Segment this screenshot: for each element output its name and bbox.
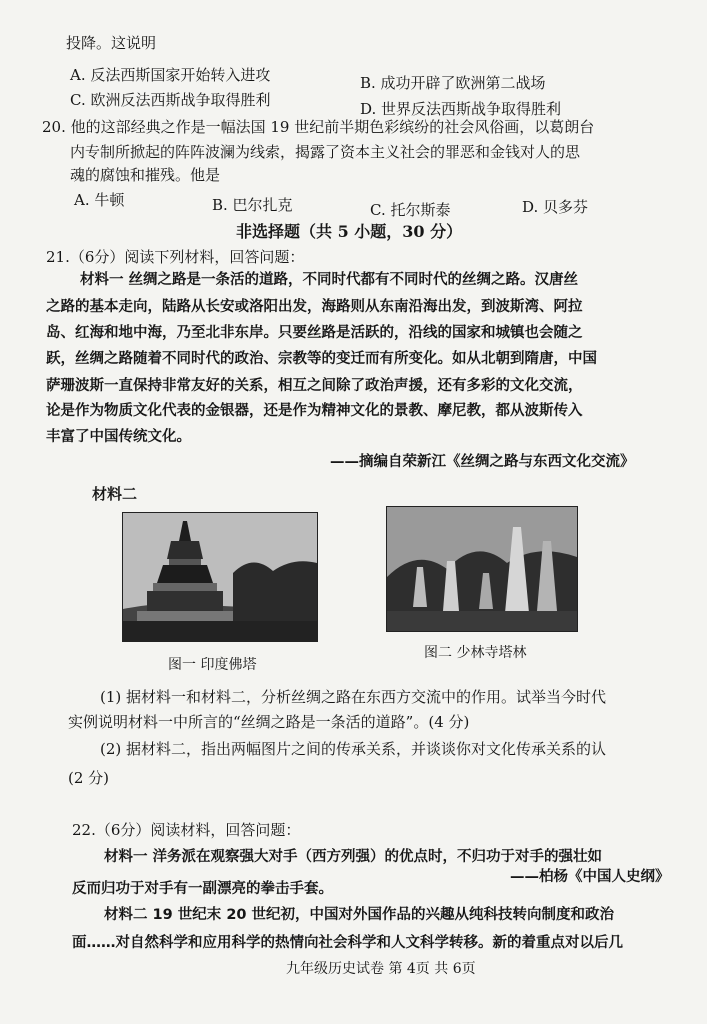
q20-option-d: D. 贝多芬 (522, 198, 589, 216)
q19-option-b: B. 成功开辟了欧洲第二战场 (360, 74, 546, 92)
q22-material1-line-2: 反而归功于对手有一副漂亮的拳击手套。 (72, 881, 333, 897)
figure-2-caption: 图二 少林寺塔林 (424, 645, 527, 661)
q21-material1-line-3: 岛、红海和地中海，乃至北非东岸。只要丝路是活跃的，沿线的国家和城镇也会随之 (46, 325, 583, 341)
q19-tail: 投降。这说明 (66, 34, 157, 52)
q22-material2-line-1: 材料二 19 世纪末 20 世纪初，中国对外国作品的兴趣从纯科技转向制度和政治 (104, 907, 615, 923)
section-title: 非选择题（共 5 小题，30 分） (236, 222, 463, 241)
pagoda-illustration (123, 513, 317, 641)
q21-material1-line-2: 之路的基本走向，陆路从长安或洛阳出发，海路则从东南沿海出发，到波斯湾、阿拉 (46, 299, 583, 315)
q21-material2-label: 材料二 (92, 485, 138, 503)
q21-sub2-line-1: (2) 据材料二，指出两幅图片之间的传承关系，并谈谈你对文化传承关系的认 (100, 740, 607, 758)
figure-2-shaolin-pagoda-forest (386, 506, 578, 632)
q19-option-a: A. 反法西斯国家开始转入进攻 (70, 66, 271, 84)
q21-material1-line-4: 跃，丝绸之路随着不同时代的政治、宗教等的变迁而有所变化。如从北朝到隋唐，中国 (46, 351, 597, 367)
q21-material1-line-7: 丰富了中国传统文化。 (46, 429, 191, 445)
q20-option-a: A. 牛顿 (74, 191, 125, 209)
q21-material1-line-6: 论是作为物质文化代表的金银器，还是作为精神文化的景教、摩尼教，都从波斯传入 (46, 403, 583, 419)
figure-1-india-pagoda (122, 512, 318, 642)
page-footer: 九年级历史试卷 第 4页 共 6页 (286, 961, 476, 977)
q22-material2-line-2: 面……对自然科学和应用科学的热情向社会科学和人文科学转移。新的着重点对以后几 (72, 935, 623, 951)
q22-material1-source: ——柏杨《中国人史纲》 (510, 869, 670, 885)
figure-1-caption: 图一 印度佛塔 (168, 657, 257, 673)
q21-stem: 21.（6分）阅读下列材料，回答问题： (46, 248, 305, 266)
q21-sub1-line-1: (1) 据材料一和材料二，分析丝绸之路在东西方交流中的作用。试举当今时代 (100, 688, 607, 706)
q22-material1-line-1: 材料一 洋务派在观察强大对手（西方列强）的优点时，不归功于对手的强壮如 (104, 849, 603, 865)
pagoda-forest-illustration (387, 507, 577, 631)
q19-option-c: C. 欧洲反法西斯战争取得胜利 (70, 91, 271, 109)
q20-line-1: 20. 他的这部经典之作是一幅法国 19 世纪前半期色彩缤纷的社会风俗画，以葛朗台 (42, 118, 595, 136)
q20-option-b: B. 巴尔扎克 (212, 196, 293, 214)
q20-line-3: 魂的腐蚀和摧残。他是 (70, 166, 221, 184)
q21-material1-line-1: 材料一 丝绸之路是一条活的道路，不同时代都有不同时代的丝绸之路。汉唐丝 (80, 272, 579, 288)
q21-sub2-line-2: (2 分) (68, 769, 110, 787)
q20-line-2: 内专制所掀起的阵阵波澜为线索，揭露了资本主义社会的罪恶和金钱对人的思 (70, 143, 581, 161)
q21-sub1-line-2: 实例说明材料一中所言的“丝绸之路是一条活的道路”。(4 分) (68, 713, 470, 731)
q21-material1-source: ——摘编自荣新江《丝绸之路与东西文化交流》 (330, 454, 635, 470)
q19-option-d: D. 世界反法西斯战争取得胜利 (360, 100, 562, 118)
q22-stem: 22.（6分）阅读材料，回答问题： (72, 821, 301, 839)
q21-material1-line-5: 萨珊波斯一直保持非常友好的关系，相互之间除了政治声援，还有多彩的文化交流， (46, 378, 583, 394)
q20-option-c: C. 托尔斯泰 (370, 201, 451, 219)
